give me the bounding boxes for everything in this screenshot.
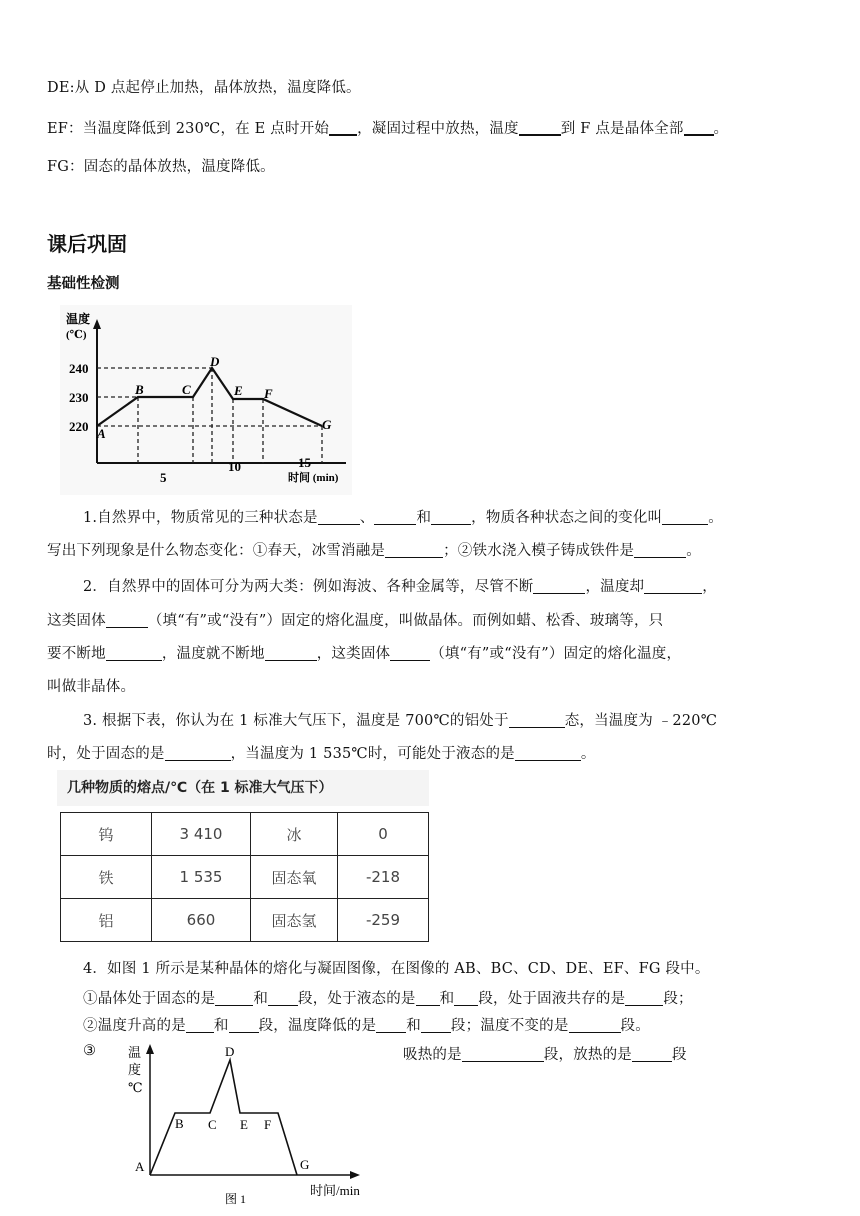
q1-line-2: 写出下列现象是什么物态变化：①春天，冰雪消融是 ；②铁水浇入模子铸成铁件是 。 <box>47 543 701 559</box>
blank[interactable] <box>385 543 443 559</box>
point-label-c: C <box>208 1117 217 1132</box>
melting-point-table <box>60 812 429 942</box>
x-tick-label: 15 <box>298 455 311 470</box>
point-label-a: A <box>97 426 106 441</box>
blank[interactable] <box>662 510 708 526</box>
table-cell: -218 <box>338 856 429 899</box>
blank[interactable] <box>454 991 478 1007</box>
blank[interactable] <box>229 1018 259 1034</box>
y-axis-arrow <box>146 1044 154 1054</box>
blank[interactable] <box>318 510 360 526</box>
q1-line-1: 1.自然界中，物质常见的三种状态是 、 和 ，物质各种状态之间的变化叫 。 <box>83 510 723 526</box>
blank[interactable] <box>265 646 317 662</box>
table-cell: 0 <box>338 813 429 856</box>
blank[interactable] <box>632 1047 672 1063</box>
temperature-time-graph <box>60 305 352 495</box>
table-cell: 3 410 <box>152 813 251 856</box>
blank[interactable] <box>165 746 231 762</box>
subsection-title: 基础性检测 <box>47 276 120 292</box>
intro-ef-line: EF：当温度降低到 230℃，在 E 点时开始 ，凝固过程中放热，温度 到 F 点是晶体全部 。 <box>47 121 729 137</box>
table-cell: 铁 <box>61 856 152 899</box>
q3-line-2: 时，处于固态的是 ，当温度为 1 535℃时，可能处于液态的是 。 <box>47 746 596 762</box>
blank[interactable] <box>106 646 162 662</box>
blank[interactable] <box>634 543 686 559</box>
point-label-g: G <box>322 417 332 432</box>
table-cell: 1 535 <box>152 856 251 899</box>
point-label-c: C <box>182 382 191 397</box>
point-label-a: A <box>135 1159 145 1174</box>
x-axis-arrow <box>350 1171 360 1179</box>
y-axis-unit: (℃) <box>66 329 87 341</box>
section-title: 课后巩固 <box>47 232 127 256</box>
q2-line-1: 2．自然界中的固体可分为两大类：例如海波、各种金属等，尽管不断 ，温度却 ， <box>83 579 717 595</box>
blank[interactable] <box>376 1018 406 1034</box>
x-axis-label: 时间/min <box>310 1183 360 1198</box>
blank[interactable] <box>462 1047 544 1063</box>
blank[interactable] <box>569 1018 621 1034</box>
y-axis-unit: ℃ <box>128 1080 143 1095</box>
point-label-d: D <box>225 1044 235 1059</box>
q4-line-2: ①晶体处于固态的是 和 段，处于液态的是 和 段，处于固液共存的是 段； <box>83 991 693 1007</box>
blank[interactable] <box>684 120 714 137</box>
intro-de-line: DE:从 D 点起停止加热，晶体放热，温度降低。 <box>47 80 361 96</box>
q4-line-1: 4．如图 1 所示是某种晶体的熔化与凝固图像，在图像的 AB、BC、CD、DE、EF、FG 段中。 <box>83 961 710 977</box>
blank[interactable] <box>625 991 663 1007</box>
melting-curve <box>150 1060 297 1175</box>
q3-line-1: 3. 根据下表，你认为在 1 标准大气压下，温度是 700℃的铝处于 态，当温度为 ﹣220℃ <box>83 713 718 729</box>
table-cell: 660 <box>152 899 251 942</box>
y-axis-label: 度 <box>128 1062 142 1077</box>
point-label-g: G <box>300 1157 310 1172</box>
point-label-b: B <box>175 1116 184 1131</box>
blank[interactable] <box>431 510 471 526</box>
blank[interactable] <box>329 120 357 137</box>
table-cell: 钨 <box>61 813 152 856</box>
y-tick-label: 240 <box>69 361 89 376</box>
blank[interactable] <box>515 746 581 762</box>
figure-1-graph <box>80 1040 380 1215</box>
y-tick-label: 230 <box>69 390 89 405</box>
y-tick-label: 220 <box>69 419 89 434</box>
point-label-d: D <box>210 354 220 369</box>
point-label-b: B <box>135 382 144 397</box>
table-cell: -259 <box>338 899 429 942</box>
blank[interactable] <box>644 579 702 595</box>
blank[interactable] <box>106 613 148 629</box>
blank[interactable] <box>416 991 440 1007</box>
table-cell: 冰 <box>251 813 338 856</box>
blank[interactable] <box>215 991 253 1007</box>
table-row <box>61 899 429 942</box>
table-row <box>61 813 429 856</box>
x-axis-label: 时间 (min) <box>288 472 339 484</box>
table-caption: 几种物质的熔点/℃（在 1 标准大气压下） <box>57 770 429 806</box>
table-cell: 固态氧 <box>251 856 338 899</box>
blank[interactable] <box>268 991 298 1007</box>
q4-line-4: 吸热的是 段，放热的是 段 <box>403 1047 687 1063</box>
table-row <box>61 856 429 899</box>
q4-line-4-marker: ③ <box>83 1043 97 1059</box>
point-label-e: E <box>240 1117 248 1132</box>
y-axis-label: 温度 <box>66 312 91 326</box>
blank[interactable] <box>509 713 565 729</box>
q2-line-2: 这类固体 （填“有”或“没有”）固定的熔化温度，叫做晶体。而例如蜡、松香、玻璃等，只 <box>47 613 664 629</box>
point-label-f: F <box>264 1117 272 1132</box>
x-tick-label: 10 <box>228 459 241 474</box>
point-label-e: E <box>234 383 243 398</box>
q4-line-3: ②温度升高的是 和 段，温度降低的是 和 段；温度不变的是 段。 <box>83 1018 650 1034</box>
q2-line-3: 要不断地 ，温度就不断地 ，这类固体 （填“有”或“没有”）固定的熔化温度， <box>47 646 682 662</box>
blank[interactable] <box>519 120 561 137</box>
y-axis-label: 温 <box>128 1045 142 1060</box>
point-label-f: F <box>264 386 273 401</box>
figure-caption: 图 1 <box>225 1192 247 1206</box>
blank[interactable] <box>533 579 585 595</box>
blank[interactable] <box>374 510 416 526</box>
intro-fg-line: FG：固态的晶体放热，温度降低。 <box>47 159 275 175</box>
q2-line-4: 叫做非晶体。 <box>47 679 136 695</box>
blank[interactable] <box>421 1018 451 1034</box>
x-tick-label: 5 <box>160 470 167 485</box>
table-cell: 固态氢 <box>251 899 338 942</box>
table-cell: 铝 <box>61 899 152 942</box>
blank[interactable] <box>186 1018 214 1034</box>
blank[interactable] <box>390 646 430 662</box>
